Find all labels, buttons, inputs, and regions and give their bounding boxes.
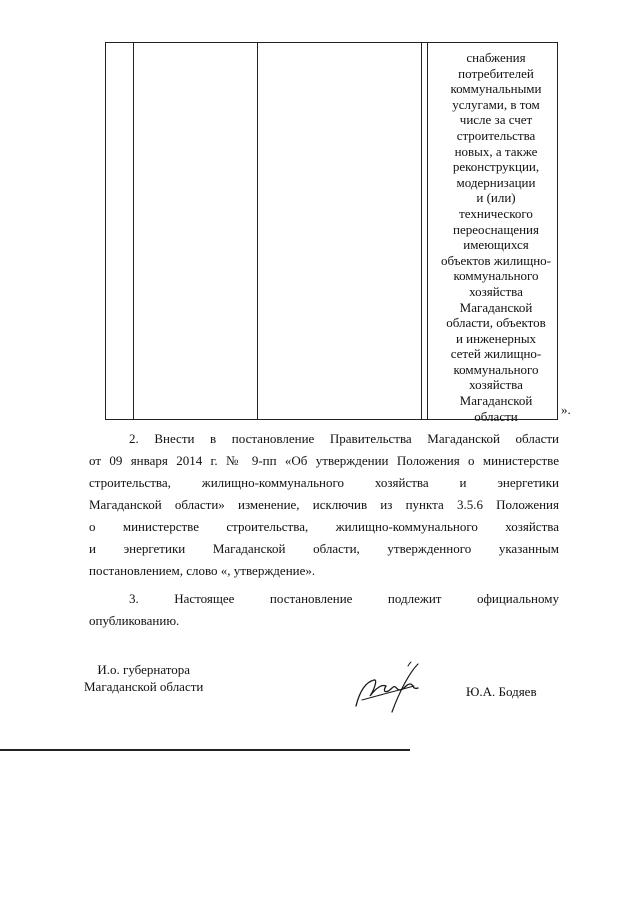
paragraph-line: и энергетики Магаданской области, утвержденного указанным bbox=[89, 541, 559, 556]
table-column-divider bbox=[133, 43, 134, 419]
table-cell-text bbox=[433, 50, 559, 424]
table-cell-line: и инженерных bbox=[455, 330, 537, 346]
paragraph-line: постановлением, слово «, утверждение». bbox=[89, 563, 316, 578]
table-cell-line: услугами, в том bbox=[452, 96, 540, 112]
table-cell-line: новых, а также bbox=[454, 143, 538, 159]
table-border-left bbox=[105, 43, 106, 419]
table-cell-line: области, объектов bbox=[446, 315, 546, 331]
paragraph-line: опубликованию. bbox=[89, 613, 180, 628]
signatory-title-line: И.о. губернатора bbox=[97, 662, 191, 677]
closing-quote-mark: ». bbox=[561, 402, 571, 417]
table-cell-line: хозяйства bbox=[469, 283, 523, 299]
table-cell-line: переоснащения bbox=[453, 221, 539, 237]
paragraph-line: от 09 января 2014 г. № 9-пп «Об утверждении Положения о министерстве bbox=[89, 453, 559, 468]
table-cell-line: строительства bbox=[456, 127, 536, 143]
table-cell-line: Магаданской bbox=[459, 299, 533, 315]
bottom-rule bbox=[0, 749, 410, 751]
signatory-name: Ю.А. Бодяев bbox=[466, 684, 537, 699]
table-cell-line: сетей жилищно- bbox=[450, 346, 542, 362]
table-cell-line: модернизации bbox=[456, 174, 536, 190]
table-cell-line: числе за счет bbox=[459, 112, 533, 128]
table-cell-line: коммунального bbox=[453, 268, 539, 284]
table-cell-line: снабжения bbox=[466, 50, 526, 65]
table-cell-line: потребителей bbox=[458, 65, 534, 81]
paragraph-line: о министерстве строительства, жилищно-коммунального хозяйства bbox=[89, 519, 559, 534]
table-cell-line: технического bbox=[459, 205, 533, 221]
signatory-title-line: Магаданской области bbox=[84, 679, 204, 694]
signatory-title bbox=[84, 661, 203, 695]
table-column-divider bbox=[421, 43, 422, 419]
paragraph-line: 3. Настоящее постановление подлежит официальному bbox=[129, 591, 559, 606]
table-cell-line: объектов жилищно- bbox=[440, 252, 551, 268]
table-cell-line: хозяйства bbox=[469, 377, 523, 393]
table-cell-line: и (или) bbox=[476, 190, 516, 206]
table-column-divider bbox=[427, 43, 428, 419]
table-cell-line: реконструкции, bbox=[452, 159, 540, 175]
paragraph-line: Магаданской области» изменение, исключив из пункта 3.5.6 Положения bbox=[89, 497, 559, 512]
table-cell-line: коммунальными bbox=[450, 81, 542, 97]
paragraph-line: 2. Внести в постановление Правительства Магаданской области bbox=[129, 431, 559, 446]
table-cell-line: имеющихся bbox=[463, 237, 529, 253]
handwritten-signature bbox=[352, 660, 432, 716]
table-cell-line: Магаданской bbox=[459, 393, 533, 409]
table-cell-line: области bbox=[474, 408, 518, 424]
paragraph-2 bbox=[89, 428, 559, 582]
paragraph-line: строительства, жилищно-коммунального хозяйства и энергетики bbox=[89, 475, 559, 490]
paragraph-3 bbox=[89, 588, 559, 632]
table-cell-line: коммунального bbox=[453, 361, 539, 377]
table-column-divider bbox=[257, 43, 258, 419]
